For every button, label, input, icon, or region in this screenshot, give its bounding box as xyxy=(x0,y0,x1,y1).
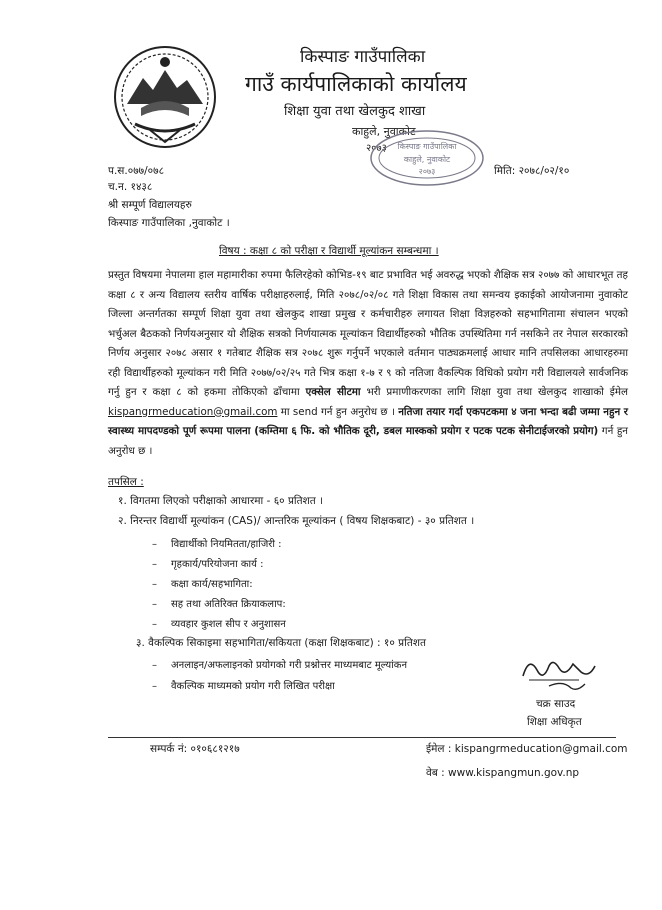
reference-number: प.स.०७७/०७८ xyxy=(108,165,165,177)
dispatch-number: च.न. १४३८ xyxy=(108,181,153,193)
details-item-2-sub-2: – गृहकार्य/परियोजना कार्य : xyxy=(152,556,264,570)
body-bold-2: नतिजा तयार गर्दा एकपटकमा ४ जना भन्दा बढी जम्मा नहुन र स्वास्थ्य मापदण्डको पूर्ण रूपमा पालना (कम्तिमा ६ फि. को भौतिक दूरी, डबल मास्कको प्रयोग र पटक पटक सेनीटाईजरको प्रयोग) xyxy=(108,405,629,437)
signatory-name: चक्र साउद xyxy=(536,698,576,710)
signature-icon xyxy=(519,650,599,694)
details-item-3-sub-2: – वैकल्पिक माध्यमको प्रयोग गरी लिखित परीक्षा xyxy=(152,678,335,692)
body-bold-1: एक्सेल सीटमा xyxy=(305,386,361,398)
section-name: शिक्षा युवा तथा खेलकुद शाखा xyxy=(284,104,426,119)
stamp-line-3: २०७३ xyxy=(418,167,436,176)
details-heading: तपसिल : xyxy=(108,476,144,488)
body-email-link[interactable]: kispangrmeducation@gmail.com xyxy=(108,405,278,418)
nepal-emblem-icon xyxy=(105,42,225,152)
body-part-3: मा send गर्न हुन अनुरोध छ । xyxy=(280,405,395,418)
body-part-2: भरी प्रमाणीकरणका लागि शिक्षा युवा तथा खेलकुद शाखाको ईमेल xyxy=(366,386,628,398)
footer-website[interactable]: वेब : www.kispangmun.gov.np xyxy=(426,767,580,779)
stamp-line-1: किस्पाङ गाउँपालिका xyxy=(397,142,457,151)
details-item-2-sub-3: – कक्षा कार्य/सहभागिता: xyxy=(152,576,253,590)
details-item-2-sub-1: – विद्यार्थीको नियमितता/हाजिरी : xyxy=(152,536,281,550)
stamp-line-2: काहुले, नुवाकोट xyxy=(403,155,451,164)
details-item-1: १. विगतमा लिएको परीक्षाको आधारमा - ६० प्रतिशत । xyxy=(118,495,324,507)
municipality-name: किस्पाङ गाउँपालिका xyxy=(300,47,426,67)
letter-date: मिति: २०७८/०२/१० xyxy=(494,165,570,177)
details-item-3-sub-1: – अनलाइन/अफलाइनको प्रयोगको गरी प्रश्नोत्तर माध्यमबाट मूल्यांकन xyxy=(152,657,407,671)
letter-subject: विषय : कक्षा ८ को परीक्षा र विद्यार्थी मूल्यांकन सम्बन्धमा । xyxy=(219,245,439,257)
letter-body xyxy=(108,266,628,461)
recipient-address: किस्पाङ गाउँपालिका ,नुवाकोट । xyxy=(108,217,230,229)
office-name: गाउँ कार्यपालिकाको कार्यालय xyxy=(245,72,467,96)
details-item-3: ३. वैकल्पिक सिकाइमा सहभागिता/सकियता (कक्षा शिक्षकबाट) : १० प्रतिशत xyxy=(136,637,426,649)
header-year: २०७३ xyxy=(366,143,387,154)
footer-contact: सम्पर्क नं: ०१०६८१२१७ xyxy=(150,743,240,755)
body-part-1: प्रस्तुत विषयमा नेपालमा हाल महामारीका रुपमा फैलिरहेको कोभिड-१९ बाट प्रभावित भई अवरुद्ध भएको शैक्षिक सत्र २०७७ को आधारभूत तह कक्षा ८ र अन्य विद्यालय स्तरीय वार्षिक परीक्षाहरुलाई, मिति २०७८/०२/०८ गते शिक्षा विकास तथा समन्वय इकाईको आयोजनामा नुवाकोट जिल्ला अन्तर्गतका सम्पूर्ण शिक्षा युवा तथा खेलकुद शाखा प्रमुख र कर्मचारीहरु लगायत शिक्षा विज्ञहरुको सहभागितामा संचालन भएको भर्चुअल बैठकको निर्णयअनुसार यो शैक्षिक सत्रको निर्णयात्मक मूल्यांकन विद्यार्थीहरुको भौतिक उपस्थितिमा गर्न नसकिने तर नेपाल सरकारको निर्णय अनुसार २०७८ असार १ गतेबाट शैक्षिक सत्र २०७८ शुरू गर्नुपर्ने भएकाले वर्तमान पाठ्यक्रमलाई आधार मानि तपसिलका आधारहरुमा रही विद्यार्थीहरुको मूल्यांकन गरी मिति २०७७/०२/२५ गते भित्र कक्षा १-७ र ९ को नतिजा वैकल्पिक विधिको प्रयोग गरी विद्यालयले सार्वजनिक गर्नु हुन र कक्षा ८ को हकमा तोकिएको ढाँचामा xyxy=(108,269,628,398)
details-item-2-sub-4: – सह तथा अतिरिक्त क्रियाकलाप: xyxy=(152,596,286,610)
details-item-2: २. निरन्तर विद्यार्थी मूल्यांकन (CAS)/ आन्तरिक मूल्यांकन ( विषय शिक्षकबाट) - ३० प्रतिशत । xyxy=(118,515,475,527)
recipient: श्री सम्पूर्ण विद्यालयहरु xyxy=(108,199,192,211)
signatory-title: शिक्षा अधिकृत xyxy=(527,716,582,728)
office-address: काहुले, नुवाकोट xyxy=(352,125,416,138)
details-item-2-sub-5: – व्यवहार कुशल सीप र अनुशासन xyxy=(152,616,286,630)
footer-divider xyxy=(108,737,616,738)
office-stamp-icon xyxy=(368,128,486,188)
body-part-4: गर्न हुन अनुरोध छ । xyxy=(108,425,628,457)
footer-email[interactable]: ईमेल : kispangrmeducation@gmail.com xyxy=(426,743,628,755)
